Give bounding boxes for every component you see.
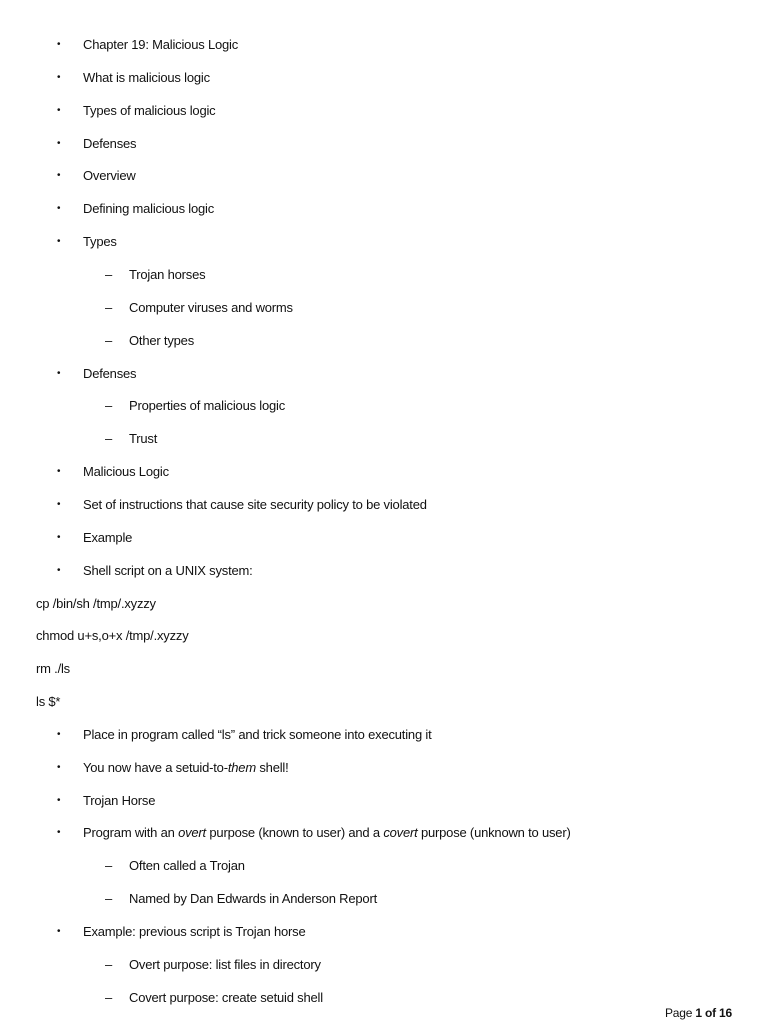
dash-marker: –: [105, 431, 113, 447]
line-text: Defining malicious logic: [83, 201, 215, 217]
bullet-marker: •: [57, 170, 61, 182]
bullet-marker: •: [57, 367, 61, 379]
text-segment: You now have a setuid-to-: [83, 759, 228, 775]
line-text: Computer viruses and worms: [129, 299, 293, 315]
line-text: Defenses: [83, 135, 137, 151]
bullet-marker: •: [57, 794, 61, 806]
bullet-marker: •: [57, 531, 61, 543]
line-text: Example: previous script is Trojan horse: [83, 924, 306, 939]
line-text: Set of instructions that cause site security policy to be violated: [83, 496, 427, 512]
line-text: Trojan horses: [129, 267, 206, 282]
line-text: Other types: [129, 332, 194, 348]
bullet-marker: •: [57, 104, 61, 116]
line-text: ls $*: [36, 694, 61, 709]
bullet-marker: •: [57, 926, 61, 937]
line-text: rm ./ls: [36, 661, 70, 677]
text-segment: Program with an: [83, 825, 179, 841]
bullet-marker: •: [57, 71, 61, 83]
line-text: Shell script on a UNIX system:: [83, 562, 253, 578]
bullet-marker: •: [57, 466, 61, 478]
bullet-marker: •: [57, 728, 61, 740]
bullet-marker: •: [57, 236, 61, 248]
line-text: Overview: [83, 168, 136, 184]
footer-total-pages: 16: [719, 1006, 732, 1020]
bullet-marker: •: [57, 39, 61, 50]
line-text: Overt purpose: list files in directory: [129, 956, 321, 972]
line-text: Malicious Logic: [83, 464, 169, 480]
dash-marker: –: [105, 891, 113, 907]
dash-marker: –: [105, 299, 113, 315]
line-text: Properties of malicious logic: [129, 398, 286, 414]
line-text: [83, 760, 289, 776]
footer-of: of: [701, 1006, 720, 1020]
line-text: Chapter 19: Malicious Logic: [83, 37, 239, 52]
dash-marker: –: [105, 956, 113, 972]
dash-marker: –: [105, 858, 113, 874]
text-segment: purpose (known to user) and a: [205, 825, 384, 841]
line-text: Often called a Trojan: [129, 858, 245, 874]
bullet-marker: •: [57, 827, 61, 839]
line-text: What is malicious logic: [83, 69, 210, 85]
line-text: Types: [83, 234, 117, 250]
line-text: Defenses: [83, 365, 137, 381]
dash-marker: –: [105, 989, 113, 1005]
dash-marker: –: [105, 332, 113, 348]
bullet-marker: •: [57, 137, 61, 149]
italic-text: covert: [383, 825, 418, 841]
text-segment: shell!: [255, 759, 289, 775]
footer-prefix: Page: [664, 1006, 696, 1020]
line-text: chmod u+s,o+x /tmp/.xyzzy: [36, 628, 189, 644]
page-number-footer: [665, 1006, 732, 1020]
line-text: Place in program called “ls” and trick someone into executing it: [83, 726, 432, 742]
dash-marker: –: [105, 398, 113, 414]
dash-marker: –: [105, 267, 113, 282]
line-text: [83, 825, 571, 841]
line-text: Trust: [129, 431, 158, 447]
line-text: Types of malicious logic: [83, 102, 216, 118]
italic-text: them: [227, 759, 256, 775]
bullet-marker: •: [57, 498, 61, 510]
line-text: Example: [83, 529, 133, 545]
bullet-marker: •: [57, 761, 61, 773]
line-text: Trojan Horse: [83, 792, 156, 808]
line-text: Named by Dan Edwards in Anderson Report: [129, 891, 378, 907]
italic-text: overt: [178, 825, 206, 841]
bullet-marker: •: [57, 564, 61, 576]
footer-current-page: 1: [695, 1006, 702, 1020]
text-segment: purpose (unknown to user): [417, 825, 571, 841]
bullet-marker: •: [57, 203, 61, 215]
line-text: cp /bin/sh /tmp/.xyzzy: [36, 595, 156, 611]
line-text: Covert purpose: create setuid shell: [129, 989, 323, 1005]
